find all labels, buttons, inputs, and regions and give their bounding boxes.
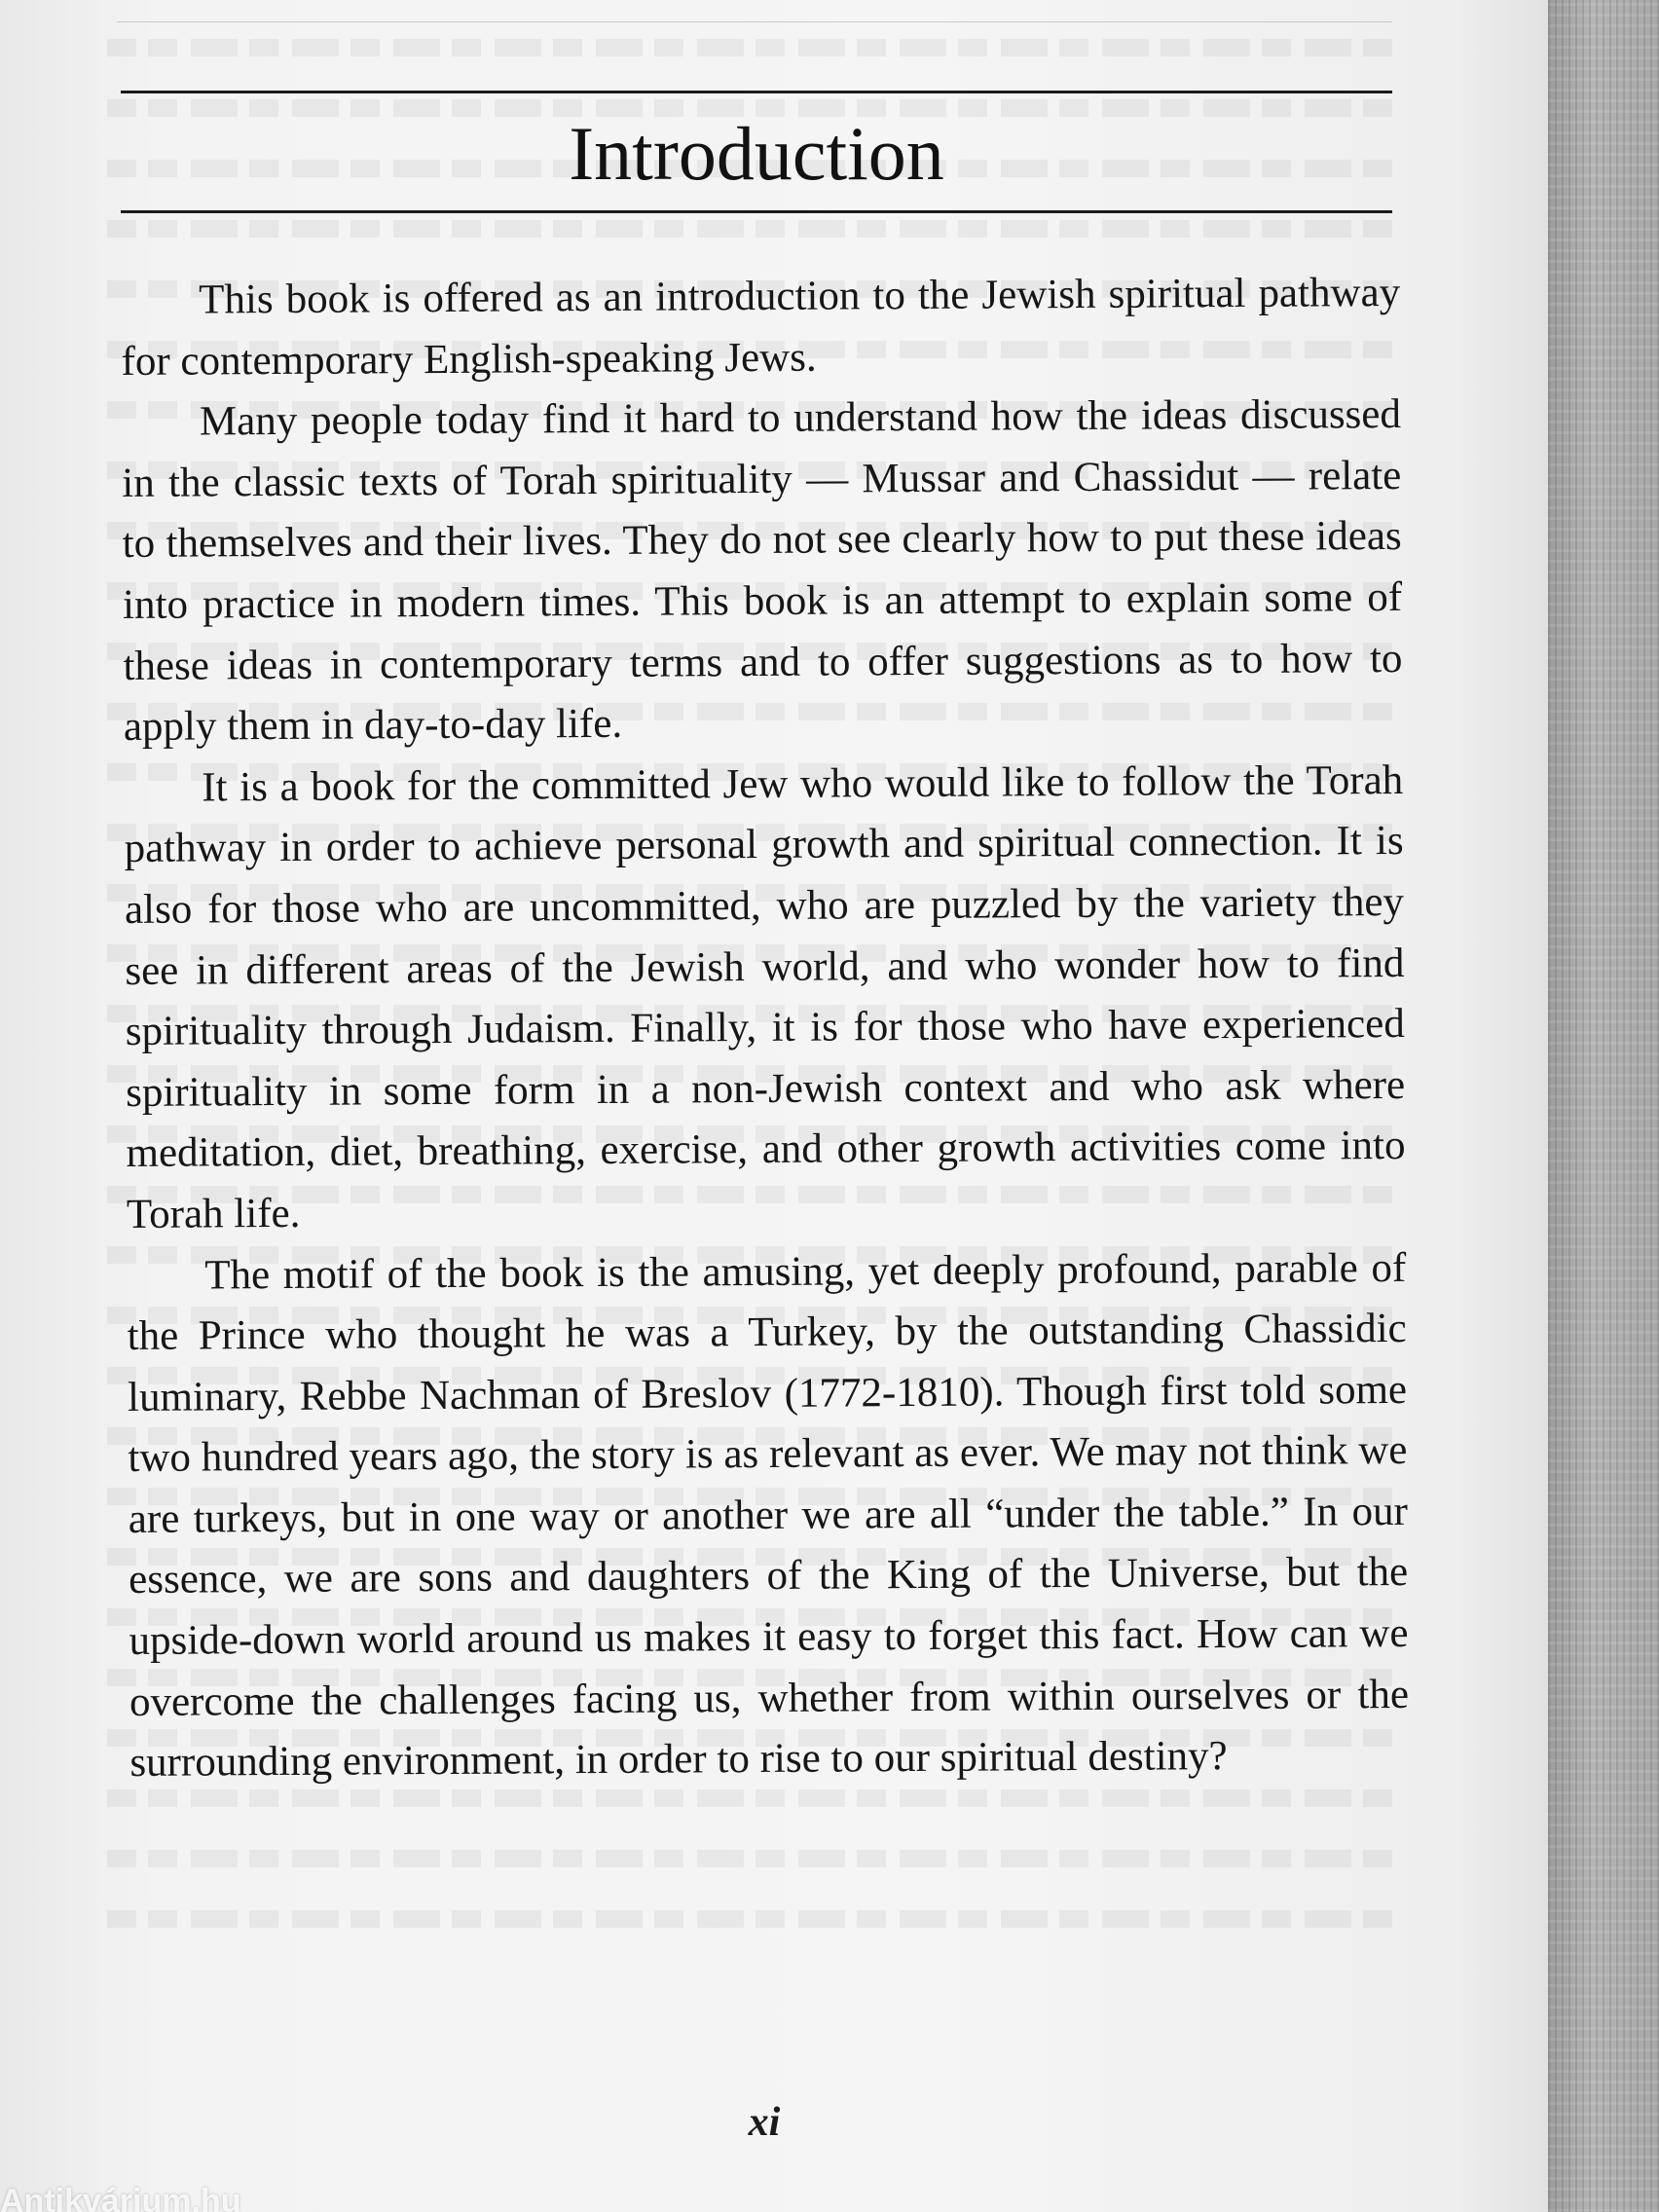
paragraph-4: The motif of the book is the amusing, yet deeply profound, parable of the Prince who thought he was a Turkey, by the outstanding Chassidic luminary, Rebbe Nachman of Breslov (1772-1810). Though first told some two hundred years ago, the story is as relevant as ever. We may not think we are turkeys, but in one way or another we are all “under the table.” In our essence, we are sons and daughters of the King of the Universe, but the upside-down world around us makes it easy to forget this fact. How can we overcome the challenges facing us, whether from within ourselves or the surrounding environment, in order to rise to our spiritual destiny?: [127, 1244, 1410, 1787]
watermark: Antikvárium.hu: [0, 2183, 241, 2212]
title-rule-bottom: [121, 210, 1392, 213]
paragraph-1: This book is offered as an introduction to the Jewish spiritual pathway for contemporary English-speaking Jews.: [121, 269, 1401, 385]
page-stack-edge: [1548, 0, 1659, 2212]
page-number: xi: [748, 2100, 781, 2145]
paragraph-3: It is a book for the committed Jew who would like to follow the Torah pathway in order to achieve personal growth and spiritual connection. It is also for those who are uncommitted, who are puzzled by the variety they see in different areas of the Jewish world, and who wonder how to find spirituality through Judaism. Finally, it is for those who have experienced spirituality in some form in a non-Jewish context and who ask where meditation, diet, breathing, exercise, and other growth activities come into Torah life.: [124, 756, 1406, 1237]
paragraph-2: Many people today find it hard to understand how the ideas discussed in the classic texts of Torah spirituality — Mussar and Chassidut — relate to themselves and their lives. They do not see clearly how to put these ideas into practice in modern times. This book is an attempt to explain some of these ideas in contemporary terms and to offer suggestions as to how to apply them in day-to-day life.: [122, 391, 1403, 751]
title-rule-top: [121, 91, 1392, 93]
chapter-title: Introduction: [569, 111, 944, 196]
page-top-edge-line: [117, 21, 1392, 22]
body-text: [121, 263, 1410, 1794]
